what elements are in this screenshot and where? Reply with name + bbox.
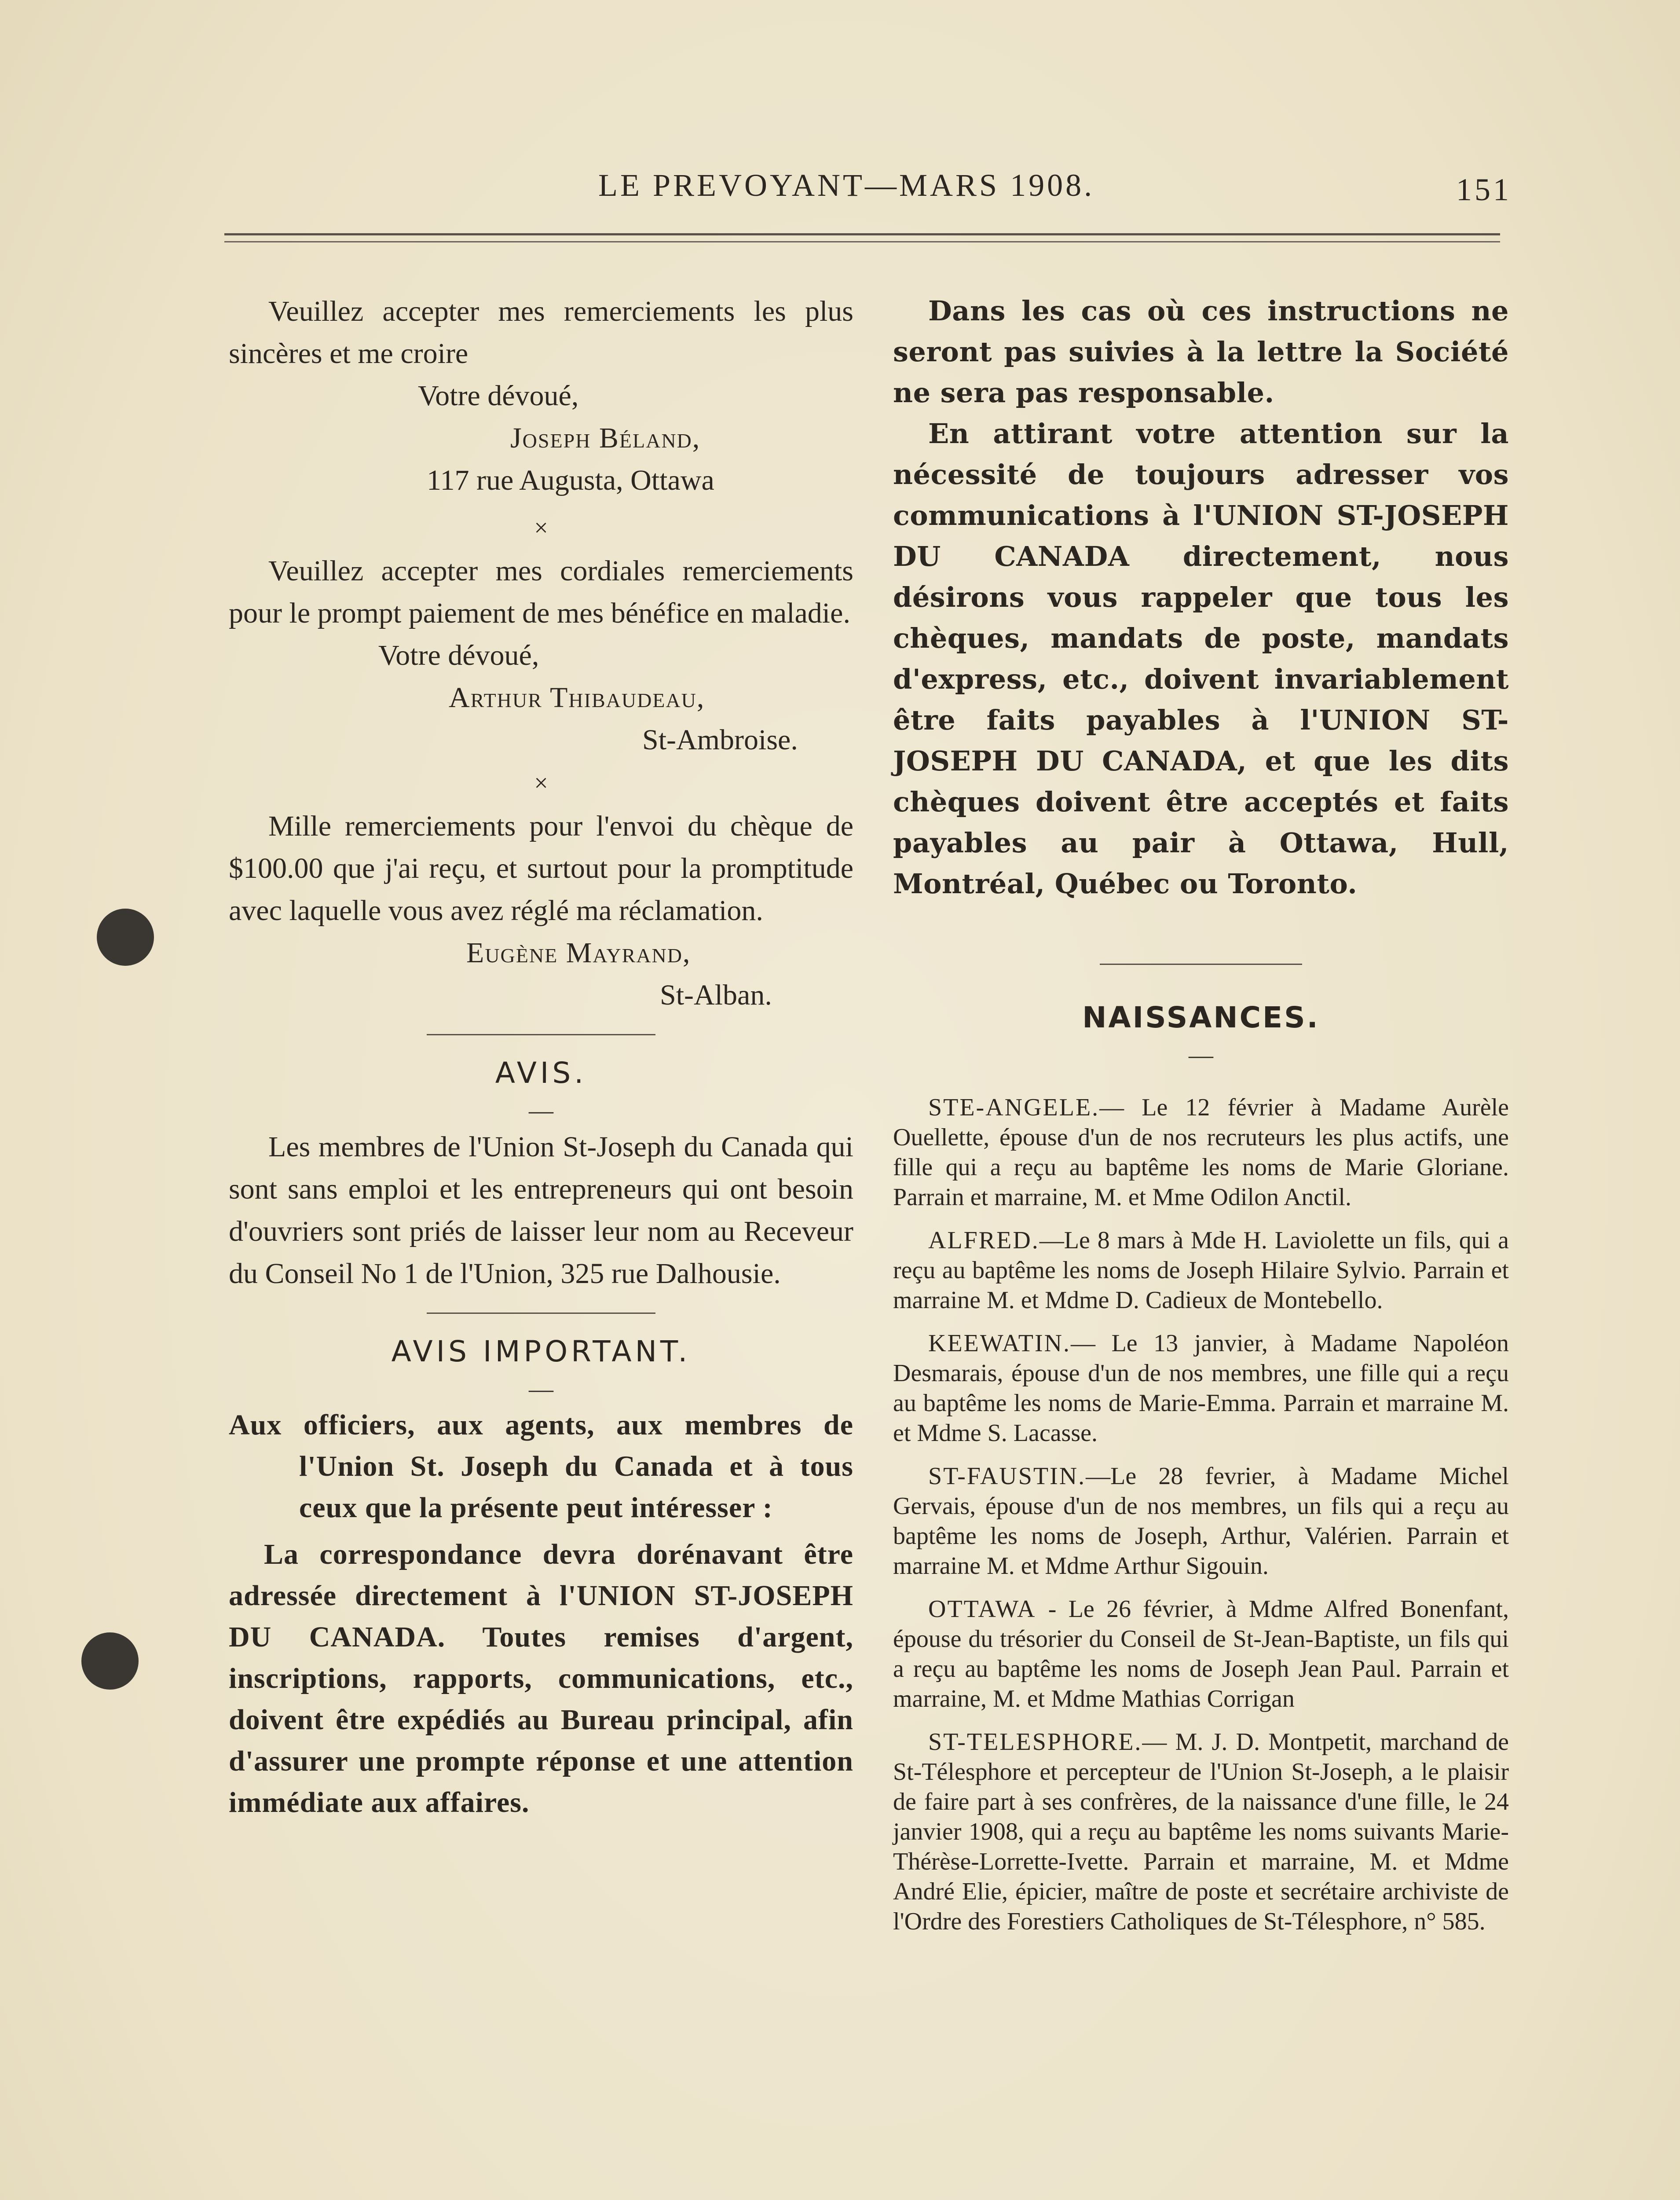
section-rule [427, 1313, 655, 1314]
binder-hole-bottom [81, 1632, 139, 1690]
birth-text: - Le 26 février, à Mdme Alfred Bonenfant, épouse du trésorier du Conseil de St-Jean-Baptiste, un fils qui a reçu au baptême les noms de Joseph Jean Paul. Parrain et marraine, M. et Mdme Mathias Corrigan [893, 1595, 1509, 1712]
birth-place: ST-TELESPHORE. [928, 1728, 1142, 1756]
birth-entry [893, 1328, 1509, 1448]
birth-place: OTTAWA [928, 1595, 1036, 1623]
page-number: 151 [1456, 172, 1512, 207]
birth-place: ALFRED. [928, 1227, 1039, 1254]
birth-text: —Le 8 mars à Mde H. Laviolette un fils, qui a reçu au baptême les noms de Joseph Hilaire Sylvio. Parrain et marraine M. et Mdme D. Cadieux de Montebello. [893, 1227, 1509, 1314]
birth-place: ST-FAUSTIN. [928, 1463, 1086, 1490]
births-list [893, 1093, 1509, 1936]
letter-1-closing: Votre dévoué, [418, 380, 579, 412]
section-rule [427, 1034, 655, 1035]
avis-dash: — [529, 1097, 553, 1124]
section-rule [1100, 964, 1302, 965]
birth-entry [893, 1461, 1509, 1581]
letter-3-body: Mille remerciements pour l'envoi du chèque de $100.00 que j'ai reçu, et surtout pour la promptitude avec laquelle vous avez réglé ma réclamation. [229, 810, 853, 927]
birth-text: —Le 28 fevrier, à Madame Michel Gervais, épouse d'un de nos membres, un fils qui a reçu au baptême les noms de Joseph, Arthur, Valérien. Parrain et marraine M. et Mdme Arthur Sigouin. [893, 1463, 1509, 1580]
header-rule [224, 233, 1500, 235]
letter-2-closing: Votre dévoué, [378, 639, 539, 671]
letter-3-place: St-Alban. [660, 979, 772, 1011]
letter-3-signature: Eugène Mayrand, [466, 937, 691, 969]
letter-2-signature: Arthur Thibaudeau, [449, 682, 705, 714]
birth-text: — M. J. D. Montpetit, marchand de St-Télesphore et percepteur de l'Union St-Joseph, a le plaisir de faire part à ses confrères, de la naissance d'une fille, le 24 janvier 1908, qui a reçu au baptême les noms suivants Marie-Thérèse-Lorrette-Ivette. Parrain et marraine, M. et Mdme André Elie, épicier, maître de poste et secrétaire archiviste de l'Ordre des Forestiers Catholiques de St-Télesphore, n° 585. [893, 1728, 1509, 1935]
avis-important-address: Aux officiers, aux agents, aux membres de l'Union St. Joseph du Canada et à tous ceux que la présente peut intéresser : [229, 1409, 853, 1524]
naissances-heading: NAISSANCES. [1082, 1001, 1320, 1034]
notice-responsibility: Dans les cas où ces instructions ne seront pas suivies à la lettre la Société ne sera pas responsable. [893, 295, 1509, 409]
separator-cross: × [534, 514, 548, 542]
letter-2-body: Veuillez accepter mes cordiales remerciements pour le prompt paiement de mes bénéfice en maladie. [229, 555, 853, 629]
avis-important-dash: — [529, 1375, 553, 1403]
header-rule-thin [224, 241, 1500, 242]
letter-1-address: 117 rue Augusta, Ottawa [427, 464, 714, 496]
birth-text: — Le 13 janvier, à Madame Napoléon Desmarais, épouse d'un de nos membres, une fille qui a reçu au baptême les noms de Marie-Emma. Parrain et marraine M. et Mdme S. Lacasse. [893, 1330, 1509, 1447]
avis-heading: AVIS. [495, 1056, 587, 1090]
letter-1-signature: Joseph Béland, [510, 422, 701, 454]
birth-entry [893, 1093, 1509, 1212]
avis-body: Les membres de l'Union St-Joseph du Canada qui sont sans emploi et les entrepreneurs qui ont besoin d'ouvriers sont priés de laisser leur nom au Receveur du Conseil No 1 de l'Union, 325 rue Dalhousie. [229, 1131, 853, 1290]
binder-hole-top [97, 909, 154, 966]
avis-important-body: La correspondance devra dorénavant être adressée directement à l'UNION ST-JOSEPH DU CANADA. Toutes remises d'argent, inscriptions, rapports, communications, etc., doivent être expédiés au Bureau principal, afin d'assurer une prompte réponse et une attention immédiate aux affaires. [229, 1538, 853, 1819]
left-column [229, 290, 853, 1823]
avis-important-heading: AVIS IMPORTANT. [391, 1335, 691, 1368]
header-title: LE PREVOYANT—MARS 1908. [598, 168, 1095, 203]
birth-place: STE-ANGELE. [928, 1094, 1100, 1121]
letter-2-place: St-Ambroise. [642, 724, 798, 756]
right-column [893, 290, 1509, 1936]
notice-payment-instructions: En attirant votre attention sur la nécessité de toujours adresser vos communications à l'UNION ST-JOSEPH DU CANADA directement, nous désirons vous rappeler que tous les chèques, mandats de poste, mandats d'express, etc., doivent invariablement être faits payables à l'UNION ST-JOSEPH DU CANADA, et que les dits chèques doivent être acceptés et faits payables au pair à Ottawa, Hull, Montréal, Québec ou Toronto. [893, 418, 1509, 900]
birth-place: KEEWATIN. [928, 1330, 1071, 1357]
birth-entry [893, 1727, 1509, 1936]
birth-entry [893, 1594, 1509, 1714]
letter-1-body: Veuillez accepter mes remerciements les plus sincères et me croire [229, 295, 853, 370]
separator-cross: × [534, 770, 548, 797]
naissances-dash: — [1189, 1041, 1213, 1069]
birth-entry [893, 1225, 1509, 1315]
birth-text: — Le 12 février à Madame Aurèle Ouellette, épouse d'un de nos recruteurs les plus actifs, une fille qui a reçu au baptême les noms de Marie Gloriane. Parrain et marraine, M. et Mme Odilon Anctil. [893, 1094, 1509, 1211]
